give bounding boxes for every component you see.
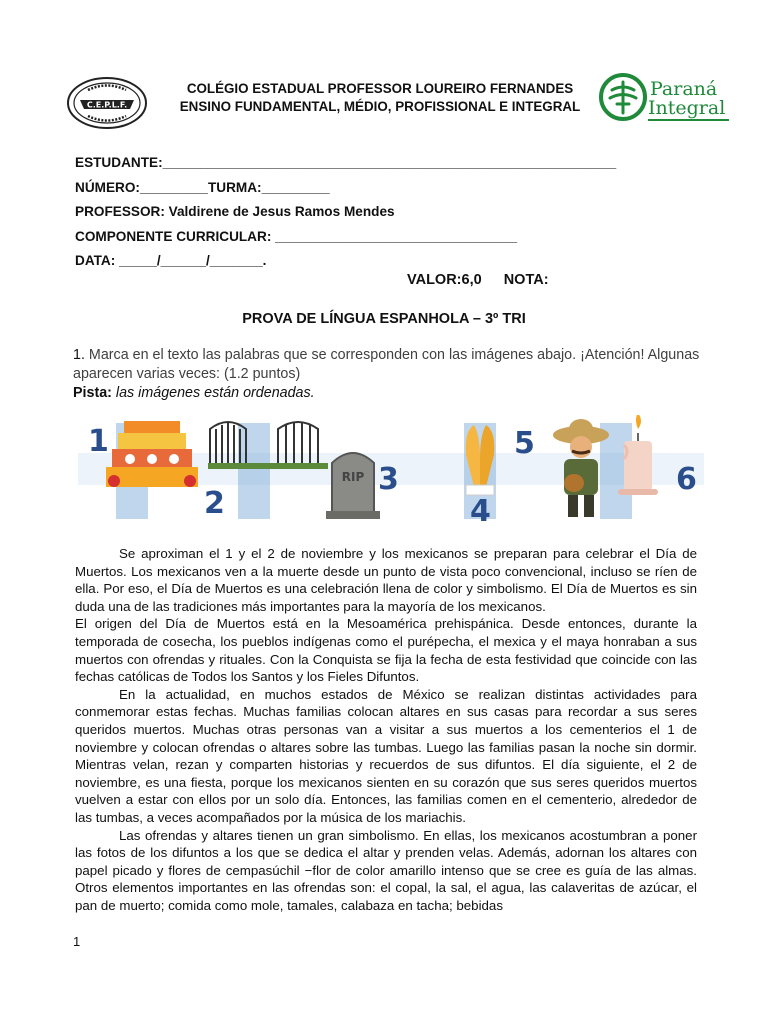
exam-title: PROVA DE LÍNGUA ESPANHOLA – 3º TRI	[242, 311, 526, 327]
field-componente[interactable]: COMPONENTE CURRICULAR: ________________________________	[75, 228, 518, 244]
logo-text-line1: Paraná	[650, 78, 718, 100]
strip-number-3: 3	[378, 462, 399, 497]
paragraph-1: Se aproximan el 1 y el 2 de noviembre y los mexicanos se preparan para celebrar el Día de Muertos. Los mexicanos ven a la muerte desde un punto de vista poco convencional, incluso se ríen de ella. Por eso, el Día de Muertos es una celebración llena de color y simbolismo. El Día de Muertos es sin duda una de las tradiciones más importantes para la mayoría de los mexicanos.	[75, 546, 697, 614]
hint-label: Pista:	[73, 385, 112, 401]
question-1	[73, 346, 713, 384]
hint	[73, 385, 315, 401]
field-numero-turma[interactable]: NÚMERO:_________TURMA:_________	[75, 179, 330, 195]
strip-number-4: 4	[470, 494, 491, 527]
valor-label: VALOR:6,0	[407, 272, 482, 288]
day-of-the-dead-image-strip	[78, 415, 704, 527]
question-text: Marca en el texto las palabras que se corresponden con las imágenes abajo. ¡Atención! Algunas aparecen varias veces: (1.2 puntos)	[73, 347, 700, 382]
strip-number-1: 1	[88, 424, 109, 459]
school-name	[160, 80, 600, 116]
nota-label: NOTA:	[503, 272, 549, 288]
tombstone-text: RIP	[341, 470, 365, 484]
grading-line	[407, 272, 567, 288]
page-number: 1	[73, 934, 81, 949]
tombstone-icon	[326, 453, 380, 519]
school-name-line1: COLÉGIO ESTADUAL PROFESSOR LOUREIRO FERNANDES	[186, 81, 574, 96]
reading-text	[75, 545, 697, 914]
question-number: 1.	[73, 347, 85, 363]
paragraph-4: Las ofrendas y altares tienen un gran simbolismo. En ellas, los mexicanos acostumbran a poner las fotos de los difuntos a los que se dedica el altar y prenden velas. Además, adornan los altares con papel picado y flores de cempasúchil −flor de color amarillo intenso que se cree es guía de las almas. Otros elementos importantes en las ofrendas son: el copal, la sal, el agua, las calaveritas de azúcar, el pan de muerto; comida como mole, tamales, calabaza en tacha; bebidas	[75, 827, 697, 913]
school-name-line2: ENSINO FUNDAMENTAL, MÉDIO, PROFISSIONAL E INTEGRAL	[179, 99, 581, 114]
paragraph-2: El origen del Día de Muertos está en la Mesoamérica prehispánica. Desde entonces, durante la temporada de cosecha, los pueblos indígenas como el purépecha, el mexica y el maya honraban a sus muertos con ofrendas y rituales. Con la Conquista se fija la fecha de esta festividad que coincide con las fechas católicas de Todos los Santos y los Fieles Difuntos.	[75, 616, 697, 685]
seal-text: C.E.P.L.F.	[86, 100, 128, 110]
paragraph-3: En la actualidad, en muchos estados de México se realizan distintas actividades para conmemorar estas fechas. Muchas familias colocan altares en sus casas para recordar a sus seres queridos muertos. Muchas otras personas van a visitar a sus muertos a los cementerios el 1 de noviembre y colocan ofrendas o altares sobre las tumbas. Luego las familias pasan la noche sin dormir. Mientras velan, rezan y comparten historias y recuerdos de sus difuntos. El día siguiente, el 2 de noviembre, es una fiesta, porque los mexicanos sienten en su corazón que sus seres queridos muertos vuelven a estar con ellos por un solo día. Entonces, las familias comen en el cementerio, alrededor de las tumbas, a veces acompañados por la música de los mariachis.	[75, 686, 697, 825]
school-seal-icon	[66, 76, 148, 130]
araucaria-tree-icon	[610, 82, 636, 113]
field-data[interactable]: DATA: _____/______/_______.	[75, 253, 267, 268]
logo-text-line2: Integral	[648, 97, 726, 119]
field-professor: PROFESSOR: Valdirene de Jesus Ramos Mendes	[75, 204, 395, 219]
strip-number-2: 2	[204, 486, 225, 521]
field-estudante[interactable]: ESTUDANTE:____________________________________________________________	[75, 155, 617, 170]
hint-text: las imágenes están ordenadas.	[115, 385, 315, 401]
parana-integral-logo	[598, 70, 732, 126]
strip-number-5: 5	[514, 426, 535, 461]
strip-number-6: 6	[676, 462, 697, 497]
student-info-fields	[75, 154, 616, 277]
